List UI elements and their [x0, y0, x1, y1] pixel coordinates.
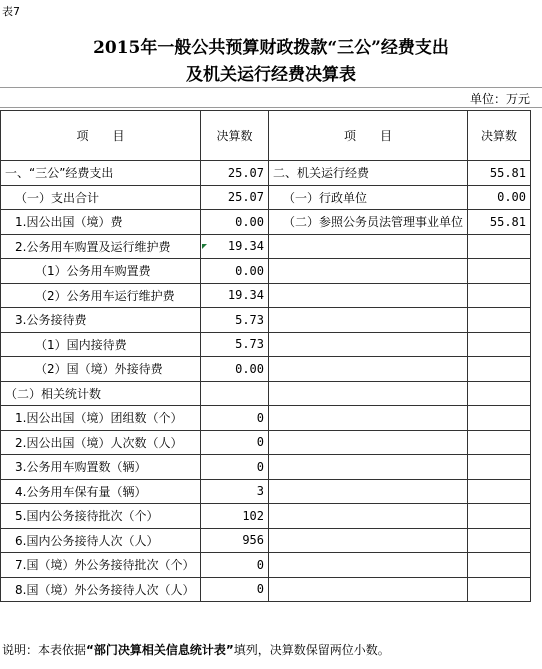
row-item-right	[269, 308, 468, 333]
row-amount-left: 3	[201, 479, 269, 504]
row-amount-right	[468, 504, 531, 529]
row-amount-left: 0	[201, 455, 269, 480]
row-item-right: （一）行政单位	[269, 185, 468, 210]
budget-table	[0, 110, 531, 602]
row-amount-right	[468, 283, 531, 308]
row-amount-right	[468, 455, 531, 480]
table-row	[1, 332, 531, 357]
row-amount-left: 19.34	[201, 283, 269, 308]
row-amount-left: 0.00	[201, 259, 269, 284]
row-amount-left: 0.00	[201, 357, 269, 382]
footnote-suffix: 填列，决算数保留两位小数。	[233, 643, 390, 657]
table-header-row	[1, 111, 531, 161]
frame-divider	[0, 107, 542, 108]
cell-comment-marker-icon	[202, 244, 207, 249]
row-amount-left: 5.73	[201, 308, 269, 333]
row-item-right	[269, 381, 468, 406]
row-item-left: 2.因公出国（境）人次数（人）	[1, 430, 201, 455]
row-amount-right	[468, 308, 531, 333]
row-item-left: 5.国内公务接待批次（个）	[1, 504, 201, 529]
frame-divider	[0, 87, 542, 88]
row-item-right	[269, 479, 468, 504]
row-item-left: （1）公务用车购置费	[1, 259, 201, 284]
table-row	[1, 210, 531, 235]
row-item-left: （2）国（境）外接待费	[1, 357, 201, 382]
table-row	[1, 357, 531, 382]
row-item-right	[269, 357, 468, 382]
row-amount-right	[468, 479, 531, 504]
row-item-right	[269, 234, 468, 259]
header-item-left: 项 目	[1, 111, 201, 161]
table-row	[1, 283, 531, 308]
row-item-left: （二）相关统计数	[1, 381, 201, 406]
row-amount-right	[468, 357, 531, 382]
row-item-left: （2）公务用车运行维护费	[1, 283, 201, 308]
table-row	[1, 308, 531, 333]
row-amount-right	[468, 528, 531, 553]
row-item-left: 1.因公出国（境）团组数（个）	[1, 406, 201, 431]
row-item-right: 二、机关运行经费	[269, 161, 468, 186]
row-amount-left: 956	[201, 528, 269, 553]
row-item-left: （一）支出合计	[1, 185, 201, 210]
row-amount-left: 5.73	[201, 332, 269, 357]
header-amount-left: 决算数	[201, 111, 269, 161]
row-amount-left: 0	[201, 553, 269, 578]
table-row	[1, 577, 531, 602]
row-amount-left: 102	[201, 504, 269, 529]
row-amount-right	[468, 234, 531, 259]
row-amount-right: 55.81	[468, 161, 531, 186]
row-item-right	[269, 553, 468, 578]
table-row	[1, 528, 531, 553]
row-amount-left: 0	[201, 577, 269, 602]
row-amount-right	[468, 553, 531, 578]
row-item-left: 3.公务用车购置数（辆）	[1, 455, 201, 480]
row-amount-right	[468, 381, 531, 406]
table-row	[1, 234, 531, 259]
row-item-left: 4.公务用车保有量（辆）	[1, 479, 201, 504]
row-item-left: 3.公务接待费	[1, 308, 201, 333]
row-item-left: 1.因公出国（境）费	[1, 210, 201, 235]
row-item-left: 7.国（境）外公务接待批次（个）	[1, 553, 201, 578]
row-amount-left: 0	[201, 430, 269, 455]
row-item-right	[269, 332, 468, 357]
table-row	[1, 430, 531, 455]
table-row	[1, 455, 531, 480]
row-item-left: 2.公务用车购置及运行维护费	[1, 234, 201, 259]
row-item-left: 一、“三公”经费支出	[1, 161, 201, 186]
table-row	[1, 553, 531, 578]
footnote-prefix: 说明：本表依据	[2, 643, 87, 657]
table-row	[1, 161, 531, 186]
row-amount-left: 19.34	[201, 234, 269, 259]
row-item-left: 8.国（境）外公务接待人次（人）	[1, 577, 201, 602]
table-row	[1, 381, 531, 406]
row-amount-left: 25.07	[201, 161, 269, 186]
row-amount-left: 0.00	[201, 210, 269, 235]
page-title-line2: 及机关运行经费决算表	[186, 65, 356, 85]
row-amount-right	[468, 332, 531, 357]
row-item-right	[269, 504, 468, 529]
table-row	[1, 185, 531, 210]
row-amount-left: 0	[201, 406, 269, 431]
row-item-right	[269, 455, 468, 480]
footnote	[2, 641, 390, 658]
sheet-label: 表7	[2, 5, 20, 18]
row-amount-right	[468, 406, 531, 431]
header-item-right: 项 目	[269, 111, 468, 161]
page-title-line1: 2015年一般公共预算财政拨款“三公”经费支出	[93, 38, 449, 58]
unit-label: 单位：万元	[469, 92, 530, 106]
row-item-right	[269, 430, 468, 455]
row-amount-right	[468, 577, 531, 602]
row-item-right	[269, 283, 468, 308]
row-amount-right: 55.81	[468, 210, 531, 235]
row-amount-left: 25.07	[201, 185, 269, 210]
table-row	[1, 406, 531, 431]
row-amount-right	[468, 430, 531, 455]
row-amount-left	[201, 381, 269, 406]
table-row	[1, 479, 531, 504]
table-row	[1, 259, 531, 284]
table-row	[1, 504, 531, 529]
row-item-left: 6.国内公务接待人次（人）	[1, 528, 201, 553]
row-item-right	[269, 259, 468, 284]
row-item-right: （二）参照公务员法管理事业单位	[269, 210, 468, 235]
row-amount-right: 0.00	[468, 185, 531, 210]
header-amount-right: 决算数	[468, 111, 531, 161]
row-amount-right	[468, 259, 531, 284]
footnote-bold: “部门决算相关信息统计表”	[86, 643, 234, 657]
row-item-right	[269, 406, 468, 431]
row-item-right	[269, 528, 468, 553]
row-item-left: （1）国内接待费	[1, 332, 201, 357]
row-item-right	[269, 577, 468, 602]
